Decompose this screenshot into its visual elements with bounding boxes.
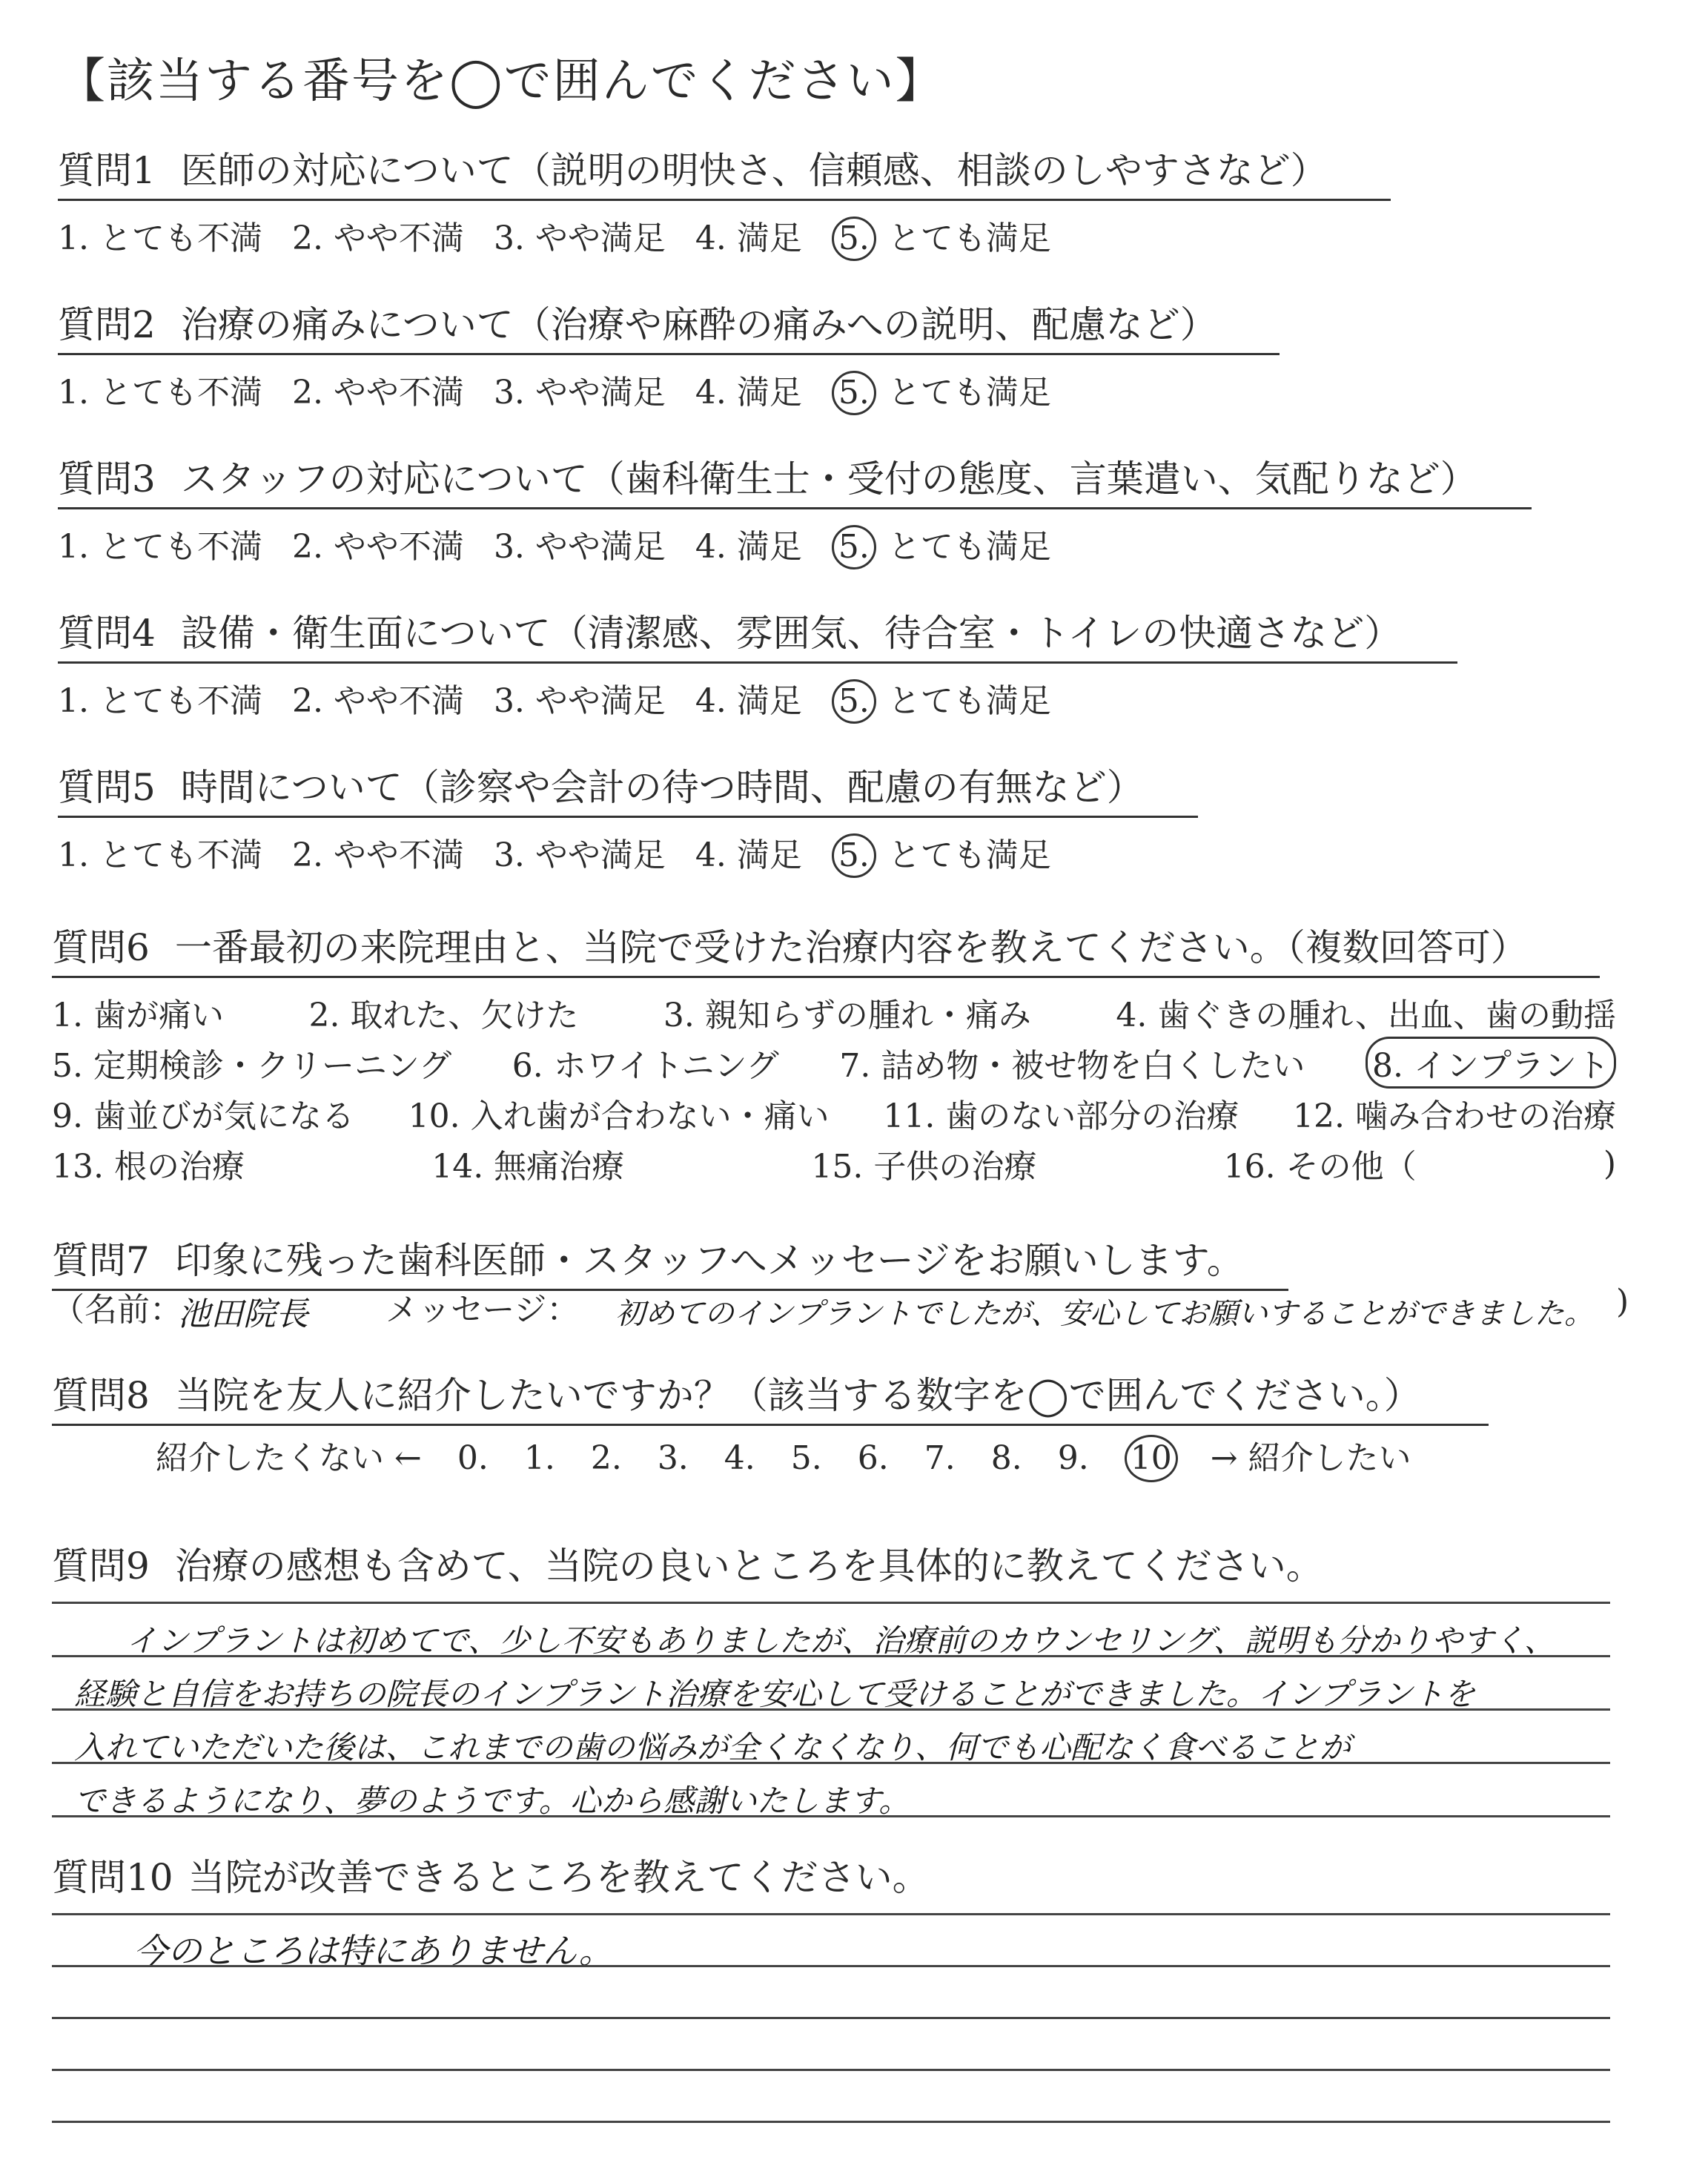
- question-text: 設備・衛生面について（清潔感、雰囲気、待合室・トイレの快適さなど）: [180, 612, 1402, 655]
- satisfaction-option[interactable]: とても満足: [887, 219, 1051, 257]
- reason-option[interactable]: 13. 根の治療: [52, 1148, 245, 1186]
- question-number: 質問6: [52, 926, 150, 969]
- satisfaction-option[interactable]: 2. やや不満: [291, 836, 464, 874]
- satisfaction-options: [58, 520, 1532, 569]
- satisfaction-option[interactable]: 4. 満足: [695, 836, 802, 874]
- satisfaction-option[interactable]: 1. とても不満: [58, 219, 262, 257]
- option-number: 5.: [832, 217, 876, 261]
- question-1: [58, 141, 1391, 261]
- reason-option[interactable]: 16. その他（: [1223, 1148, 1417, 1186]
- option-5-circled[interactable]: [832, 371, 881, 415]
- feedback-handwritten-line[interactable]: できるようになり、夢のようです。心から感謝いたします。: [74, 1783, 910, 1819]
- option-number: 5.: [832, 679, 876, 724]
- option-5-circled[interactable]: [832, 525, 881, 569]
- improvement-handwritten[interactable]: 今のところは特にありません。: [133, 1931, 613, 1971]
- scale-value[interactable]: 3.: [657, 1439, 689, 1477]
- question-10: [52, 1848, 930, 1901]
- question-number: 質問2: [58, 303, 156, 346]
- option-number: 5.: [832, 833, 876, 878]
- answer-line: [52, 2069, 1610, 2071]
- satisfaction-option[interactable]: 3. やや満足: [493, 528, 666, 566]
- scale-value[interactable]: 5.: [790, 1439, 822, 1477]
- question-number: 質問5: [58, 766, 156, 809]
- satisfaction-option[interactable]: とても満足: [887, 682, 1051, 720]
- satisfaction-option[interactable]: 1. とても不満: [58, 374, 262, 412]
- option-row: [52, 987, 1616, 1037]
- satisfaction-options: [58, 366, 1280, 415]
- satisfaction-option[interactable]: 2. やや不満: [291, 219, 464, 257]
- question-5: [58, 758, 1198, 878]
- reason-option[interactable]: 4. 歯ぐきの腫れ、出血、歯の動揺: [1116, 997, 1616, 1034]
- reason-option[interactable]: 5. 定期検診・クリーニング: [52, 1047, 452, 1085]
- scale-value[interactable]: 2.: [590, 1439, 622, 1477]
- satisfaction-option[interactable]: 2. やや不満: [291, 682, 464, 720]
- question-number: 質問9: [52, 1545, 150, 1588]
- scale-value[interactable]: 7.: [924, 1439, 956, 1477]
- satisfaction-option[interactable]: とても満足: [887, 528, 1051, 566]
- question-text: 治療の痛みについて（治療や麻酔の痛みへの説明、配慮など）: [180, 303, 1217, 346]
- question-text: 当院が改善できるところを教えてください。: [188, 1856, 930, 1899]
- reason-option[interactable]: 15. 子供の治療: [811, 1148, 1037, 1186]
- q6-options: [52, 987, 1616, 1189]
- scale-value[interactable]: 9.: [1057, 1439, 1089, 1477]
- option-5-circled[interactable]: [832, 833, 881, 878]
- satisfaction-option[interactable]: 3. やや満足: [493, 219, 666, 257]
- satisfaction-option[interactable]: 3. やや満足: [493, 682, 666, 720]
- question-4: [58, 604, 1457, 724]
- reason-option[interactable]: 9. 歯並びが気になる: [52, 1097, 354, 1135]
- option-8-circled[interactable]: 8. インプラント: [1366, 1037, 1616, 1089]
- question-number: 質問4: [58, 612, 156, 655]
- reason-option[interactable]: 14. 無痛治療: [431, 1148, 625, 1186]
- question-7: [52, 1231, 1288, 1291]
- satisfaction-option[interactable]: とても満足: [887, 836, 1051, 874]
- question-text: 当院を友人に紹介したいですか？（該当する数字を◯で囲んでください。）: [174, 1374, 1421, 1417]
- reason-option[interactable]: 6. ホワイトニング: [512, 1047, 779, 1085]
- message-label: メッセージ：: [385, 1291, 580, 1329]
- option-number: 5.: [832, 525, 876, 569]
- option-5-circled[interactable]: [832, 679, 881, 724]
- satisfaction-option[interactable]: 1. とても不満: [58, 682, 262, 720]
- question-9: [52, 1536, 1323, 1590]
- satisfaction-option[interactable]: 2. やや不満: [291, 528, 464, 566]
- question-number: 質問7: [52, 1239, 150, 1282]
- question-text: 治療の感想も含めて、当院の良いところを具体的に教えてください。: [174, 1545, 1323, 1588]
- scale-right-label: → 紹介したい: [1210, 1439, 1411, 1477]
- reason-option[interactable]: 7. 詰め物・被せ物を白くしたい: [839, 1047, 1305, 1085]
- option-row: [52, 1088, 1616, 1138]
- option-number: 5.: [832, 371, 876, 415]
- satisfaction-option[interactable]: 3. やや満足: [493, 374, 666, 412]
- option-row: [52, 1138, 1616, 1189]
- question-text: 医師の対応について（説明の明快さ、信頼感、相談のしやすさなど）: [180, 149, 1328, 192]
- scale-value[interactable]: 8.: [990, 1439, 1022, 1477]
- question-text: 時間について（診察や会計の待つ時間、配慮の有無など）: [180, 766, 1144, 809]
- question-number: 質問10: [52, 1856, 173, 1899]
- answer-line: [52, 1602, 1610, 1604]
- reason-option[interactable]: 1. 歯が痛い: [52, 997, 224, 1034]
- satisfaction-options: [58, 674, 1457, 724]
- reason-option[interactable]: 2. 取れた、欠けた: [308, 997, 579, 1034]
- recommend-scale: [156, 1431, 1447, 1482]
- name-label: （名前：: [52, 1291, 182, 1329]
- question-number: 質問3: [58, 458, 156, 501]
- satisfaction-option[interactable]: 1. とても不満: [58, 836, 262, 874]
- answer-line: [52, 2017, 1610, 2019]
- question-number: 質問1: [58, 149, 156, 192]
- scale-value-circled[interactable]: 10: [1125, 1435, 1178, 1482]
- scale-left-label: 紹介したくない ←: [156, 1439, 422, 1477]
- reason-option[interactable]: 12. 噛み合わせの治療: [1293, 1097, 1616, 1135]
- answer-line: [52, 1965, 1610, 1967]
- satisfaction-option[interactable]: 1. とても不満: [58, 528, 262, 566]
- option-row: [52, 1037, 1616, 1088]
- question-text: 一番最初の来院理由と、当院で受けた治療内容を教えてください。（複数回答可）: [174, 926, 1528, 969]
- option-5-circled[interactable]: [832, 217, 881, 261]
- answer-line: [52, 2121, 1610, 2123]
- scale-value[interactable]: 4.: [724, 1439, 755, 1477]
- question-text: スタッフの対応について（歯科衛生士・受付の態度、言葉遣い、気配りなど）: [180, 458, 1477, 501]
- question-2: [58, 295, 1280, 415]
- satisfaction-option[interactable]: 2. やや不満: [291, 374, 464, 412]
- reason-option[interactable]: 11. 歯のない部分の治療: [883, 1097, 1239, 1135]
- reason-option[interactable]: 3. 親知らずの腫れ・痛み: [663, 997, 1031, 1034]
- answer-line: [52, 1913, 1610, 1915]
- reason-option[interactable]: ): [1603, 1144, 1616, 1183]
- name-handwritten[interactable]: 池田院長: [178, 1295, 308, 1333]
- satisfaction-option[interactable]: 4. 満足: [695, 528, 802, 566]
- form-title: 【該当する番号を◯で囲んでください】: [58, 54, 944, 109]
- question-number: 質問8: [52, 1374, 150, 1417]
- question-8: [52, 1366, 1489, 1426]
- satisfaction-options: [58, 828, 1198, 878]
- satisfaction-option[interactable]: 4. 満足: [695, 219, 802, 257]
- satisfaction-option[interactable]: 3. やや満足: [493, 836, 666, 874]
- feedback-handwritten-line[interactable]: 経験と自信をお持ちの院長のインプラント治療を安心して受けることができました。インプラントを: [74, 1676, 1476, 1712]
- satisfaction-option[interactable]: 4. 満足: [695, 374, 802, 412]
- question-text: 印象に残った歯科医師・スタッフへメッセージをお願いします。: [174, 1239, 1244, 1282]
- satisfaction-option[interactable]: 4. 満足: [695, 682, 802, 720]
- close-paren: ): [1616, 1283, 1629, 1321]
- feedback-handwritten-line[interactable]: 入れていただいた後は、これまでの歯の悩みが全くなくなり、何でも心配なく食べることが: [74, 1729, 1351, 1766]
- message-handwritten[interactable]: 初めてのインプラントでしたが、安心してお願いすることができました。: [615, 1297, 1594, 1331]
- satisfaction-options: [58, 211, 1391, 261]
- question-6: [52, 918, 1616, 1189]
- scale-value[interactable]: 0.: [457, 1439, 489, 1477]
- feedback-handwritten-line[interactable]: インプラントは初めてで、少し不安もありましたが、治療前のカウンセリング、説明も分かりやすく、: [126, 1622, 1555, 1659]
- question-3: [58, 449, 1532, 569]
- satisfaction-option[interactable]: とても満足: [887, 374, 1051, 412]
- reason-option[interactable]: 10. 入れ歯が合わない・痛い: [408, 1097, 830, 1135]
- scale-value[interactable]: 6.: [857, 1439, 889, 1477]
- scale-value[interactable]: 1.: [523, 1439, 555, 1477]
